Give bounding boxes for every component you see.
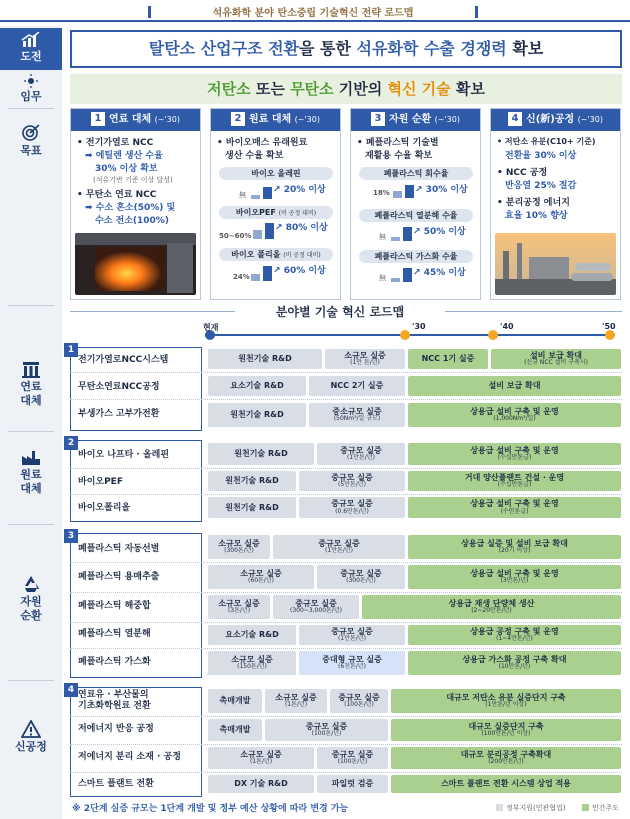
chart-up-icon <box>21 32 41 48</box>
sidebar-area-recycle <box>0 575 62 623</box>
goal-line: 30% 이상 확보 <box>95 164 158 174</box>
row-separator <box>70 468 622 469</box>
goal-line: • 무탄소 연료 NCC <box>77 190 157 200</box>
metric-bar-to <box>263 266 272 281</box>
roadmap-cell-gov: 중규모 실증 (100톤/년) <box>265 719 388 741</box>
roadmap-cell-private: 대규모 실증단지 구축 (100만톤/년 이상) <box>391 719 621 741</box>
goal-line: 수소 전소(100%) <box>95 216 169 226</box>
roadmap-row-label: 바이오폴리올 <box>78 503 131 513</box>
roadmap-cell-gov: 원천기술 R&D <box>208 443 314 465</box>
goal-header <box>491 109 620 131</box>
group-number: 1 <box>64 343 78 357</box>
roadmap-row-label: 폐플라스틱 열분해 <box>78 629 151 639</box>
roadmap-row-label: 무탄소연료NCC공정 <box>78 382 160 392</box>
row-separator <box>70 744 622 745</box>
roadmap-cell-gov: DX 기술 R&D <box>208 775 314 793</box>
mission-text: 확보 <box>450 80 485 98</box>
roadmap-cell-gov: 원천기술 R&D <box>208 349 322 369</box>
goal-line: • 폐플라스틱 기술별 <box>357 138 439 148</box>
metric-bar-from <box>391 237 400 241</box>
roadmap-cell-gov: 촉매개발 <box>208 689 262 713</box>
timeline-marker <box>400 330 410 340</box>
row-separator <box>70 399 622 400</box>
metric-bar-from <box>251 274 260 281</box>
sidebar-challenge <box>0 28 62 70</box>
goal-period: (~'30) <box>577 115 603 124</box>
roadmap-cell-gov: 원천기술 R&D <box>208 471 296 491</box>
roadmap-cell-gov: 중규모 실증 (1만톤/년) <box>273 535 405 559</box>
timeline-label: 현재 <box>203 323 219 332</box>
timeline-marker <box>605 330 615 340</box>
sidebar-divider <box>8 680 54 681</box>
goal-line: • NCC 공정 <box>497 168 548 178</box>
sidebar-goal-label: 목표 <box>20 144 42 157</box>
goal-number: 2 <box>231 112 245 126</box>
goal-number: 4 <box>508 112 522 126</box>
mission-keyword-highlight: 혁신 기술 <box>387 80 451 98</box>
vision-highlight-2: 석유화학 수출 경쟁력 <box>356 39 507 58</box>
metric-from: 50~60% <box>219 232 252 240</box>
roadmap-cell-private: 상용급 설비 구축 및 운영 (1,000Nm³/일) <box>408 403 621 427</box>
row-separator <box>70 772 622 773</box>
goal-title: 자원 순환 <box>389 114 432 125</box>
roadmap-cell-private: 상용급 설비 구축 및 운영 (수만톤급) <box>408 497 621 518</box>
timeline-label: '30 <box>412 322 426 331</box>
metric-bar-to <box>265 223 274 239</box>
sidebar-area-label: 자원 순환 <box>20 595 42 622</box>
target-icon <box>21 124 41 142</box>
goal-metric-label: 바이오PEF (비 공정 대비) <box>219 206 333 219</box>
roadmap-cell-private: 설비 보급 확대 (신규 NCC 설비 구축시) <box>491 349 621 369</box>
roadmap-row-label: 스마트 플랜트 전환 <box>78 779 154 789</box>
sidebar-area-newprocess <box>0 720 62 754</box>
vision-text: 을 통한 <box>299 39 357 58</box>
roadmap-cell-private: NCC 1기 실증 <box>408 349 488 369</box>
sidebar-area-feedstock <box>0 448 62 496</box>
metric-from: 24% <box>233 273 250 281</box>
goal-line: 반응열 25% 절감 <box>505 181 577 191</box>
roadmap-row-label: 폐플라스틱 자동선별 <box>78 544 160 554</box>
metric-from: 無 <box>379 274 386 282</box>
metric-to: ↗ 60% 이상 <box>273 266 326 276</box>
goal-line: • 전기가열로 NCC <box>77 138 154 148</box>
sidebar-divider <box>8 524 54 525</box>
sidebar-mission-label: 임무 <box>20 90 42 103</box>
metric-to: ↗ 20% 이상 <box>273 185 326 195</box>
roadmap-cell-gov: 원천기술 R&D <box>208 497 296 518</box>
roadmap-cell-private: 상용급 재생 단량체 생산 (2~20만톤/년) <box>362 595 621 619</box>
recycle-icon <box>21 575 41 593</box>
roadmap-cell-private: 상용급 실증 및 설비 보급 확대 (20기 이상) <box>408 535 621 559</box>
mission-banner <box>70 74 622 104</box>
plant-icon <box>21 448 41 466</box>
sidebar-area-label: 원료 대체 <box>20 468 42 495</box>
roadmap-cell-gov: NCC 2기 실증 <box>309 376 405 396</box>
document-title: 석유화학 분야 탄소중립 기술혁신 전략 로드맵 <box>138 4 488 20</box>
goal-card-fuel <box>70 108 201 300</box>
goal-period: (~'30) <box>154 115 180 124</box>
goal-card-feedstock <box>210 108 341 300</box>
sidebar-area-label: 신공정 <box>15 740 47 753</box>
roadmap-cell-gov: 중규모 실증 (100톤/년) <box>330 689 388 713</box>
title-divider <box>0 20 630 22</box>
goal-header <box>351 109 480 131</box>
goal-header <box>71 109 200 131</box>
roadmap-cell-private: 설비 보급 확대 <box>408 376 621 396</box>
roadmap-row-label: 폐플라스틱 용매추출 <box>78 572 160 582</box>
sidebar-area-fuel <box>0 360 62 408</box>
goal-number: 3 <box>371 112 385 126</box>
goal-metric-label: 폐플라스틱 회수율 <box>359 167 473 180</box>
timeline-axis <box>205 334 615 336</box>
goal-number: 1 <box>91 112 105 126</box>
roadmap-cell-gov: 소규모 실증 (1톤/년) <box>265 689 327 713</box>
goal-title: 연료 대체 <box>109 114 152 125</box>
roadmap-cell-gov: 중규모 실증 (0.6만톤/년) <box>299 497 405 518</box>
roadmap-row-label: 전기가열로NCC시스템 <box>78 355 169 365</box>
sun-icon <box>23 74 39 88</box>
roadmap-cell-private: 스마트 플랜트 전환 시스템 상업 적용 <box>391 775 621 793</box>
metric-bar-to <box>403 227 412 241</box>
furnace-photo <box>75 233 196 295</box>
roadmap-cell-gov: 파일럿 검증 <box>317 775 388 793</box>
row-separator <box>70 592 622 593</box>
goal-period: (~'30) <box>294 115 320 124</box>
metric-to: ↗ 80% 이상 <box>275 223 328 233</box>
metric-to: ↗ 30% 이상 <box>415 185 468 195</box>
footnote: ※ 2단계 실증 규모는 1단계 개발 및 정부 예산 상황에 따라 변경 가능 <box>72 804 349 814</box>
legend-private: 민간주도 <box>592 804 620 812</box>
timeline-label: '40 <box>500 322 514 331</box>
row-separator <box>70 716 622 717</box>
vision-banner <box>70 30 622 68</box>
row-separator <box>70 372 622 373</box>
sidebar-divider <box>8 431 54 432</box>
group-number: 4 <box>64 683 78 697</box>
goal-line: • 바이오매스 유래원료 <box>217 138 308 148</box>
roadmap-cell-private: 상용급 가스화 공정 구축 확대 (10만톤/년) <box>408 651 621 675</box>
factory-icon <box>21 360 41 378</box>
legend-swatch-private <box>582 804 589 811</box>
metric-from: 無 <box>239 191 246 199</box>
roadmap-cell-gov: 원천기술 R&D <box>208 403 306 427</box>
roadmap-cell-gov: 중규모 실증 (100톤/년) <box>317 747 388 769</box>
goal-line: 전환율 30% 이상 <box>505 151 577 161</box>
goal-title: 원료 대체 <box>249 114 292 125</box>
metric-from: 無 <box>379 233 386 241</box>
roadmap-cell-gov: 소규모 실증 (1만 톤/년) <box>325 349 405 369</box>
goal-line: 효율 10% 향상 <box>505 211 568 221</box>
goal-metric-label: 폐플라스틱 열분해 수율 <box>359 209 473 222</box>
metric-bar-to <box>263 187 272 199</box>
roadmap-cell-private: 상용급 공정 구축 및 운영 (1~4만톤/년) <box>408 625 621 645</box>
metric-to: ↗ 45% 이상 <box>413 268 466 278</box>
goal-title: 신(新)공정 <box>526 114 575 125</box>
goal-card-recycling <box>350 108 481 300</box>
roadmap-row-label: 저에너지 분리 소재 · 공정 <box>78 752 181 762</box>
row-separator <box>70 494 622 495</box>
timeline-label: '50 <box>602 322 616 331</box>
goal-line: ➡ 에틸렌 생산 수율 <box>85 151 163 161</box>
vision-text: 확보 <box>506 39 544 58</box>
roadmap-row-label: 바이오PEF <box>78 477 123 487</box>
metric-bar-from <box>253 230 262 239</box>
goal-line: 생산 수율 확보 <box>225 151 284 161</box>
roadmap-row-label: 바이오 나프타 · 올레핀 <box>78 450 170 460</box>
legend-swatch-gov <box>496 804 503 811</box>
goal-note: (석유기반 기준 이상 달성) <box>93 176 173 184</box>
roadmap-row-label: 부생가스 고부가전환 <box>78 409 160 419</box>
roadmap-cell-private: 대규모 분리공정 구축확대 (200만톤/년) <box>391 747 621 769</box>
metric-bar-from <box>393 191 402 198</box>
goal-line: 재활용 수율 확보 <box>365 151 433 161</box>
goal-period: (~'30) <box>434 115 460 124</box>
metric-bar-from <box>251 195 260 199</box>
roadmap-cell-gov: 중규모 실증 (300톤/년) <box>317 565 405 589</box>
roadmap-row-label: 폐플라스틱 가스화 <box>78 657 151 667</box>
roadmap-cell-gov: 소규모 실증 (60톤/년) <box>208 565 314 589</box>
mission-text: 또는 <box>250 80 291 98</box>
sidebar-challenge-label: 도전 <box>20 50 42 63</box>
roadmap-row-label: 연료유 · 부산물의 기초화학원료 전환 <box>78 690 151 711</box>
roadmap-cell-gov: 요소기술 R&D <box>208 376 306 396</box>
roadmap-cell-gov: 중대형 규모 실증 (6천톤/년) <box>299 651 405 675</box>
roadmap-row-label: 폐플라스틱 해중합 <box>78 601 151 611</box>
roadmap-cell-gov: 중규모 실증 (1만톤/년) <box>299 625 405 645</box>
goal-metric-label: 바이오 올레핀 <box>219 167 333 180</box>
row-separator <box>70 562 622 563</box>
sidebar-goal <box>0 124 62 158</box>
roadmap-cell-private: 대규모 저탄소 유분 실증단지 구축 (1만톤/년 이상) <box>391 689 621 713</box>
legend-gov: 정부지원(민관협업) <box>506 804 566 812</box>
row-separator <box>70 648 622 649</box>
roadmap-cell-private: 상용급 설비 구축 및 운영 (3만톤/년) <box>408 565 621 589</box>
roadmap-cell-gov: 중규모 실증 (1만톤/년) <box>317 443 405 465</box>
roadmap-cell-private: 상용급 설비 구축 및 운영 (수십만톤급) <box>408 443 621 465</box>
metric-to: ↗ 50% 이상 <box>413 227 466 237</box>
sidebar-divider <box>8 305 54 306</box>
mission-keyword: 저탄소 <box>207 80 251 98</box>
goal-line: • 저탄소 유분(C10+ 기준) <box>497 137 596 146</box>
mission-text: 기반의 <box>333 80 388 98</box>
warning-triangle-icon <box>21 720 41 738</box>
sidebar-divider <box>8 108 54 109</box>
group-number: 3 <box>64 529 78 543</box>
goal-line: ➡ 수소 혼소(50%) 및 <box>85 203 176 213</box>
roadmap-row-label: 저에너지 반응 공정 <box>78 724 154 734</box>
metric-from: 18% <box>373 189 390 197</box>
roadmap-cell-gov: 소규모 실증 (3톤/년) <box>208 595 270 619</box>
roadmap-cell-gov: 요소기술 R&D <box>208 625 296 645</box>
sidebar-mission <box>0 74 62 104</box>
roadmap-cell-gov: 촉매개발 <box>208 719 262 741</box>
roadmap-cell-gov: 소규모 실증 (300톤/년) <box>208 535 270 559</box>
roadmap-cell-gov: 소규모 실증 (1톤/년) <box>208 747 314 769</box>
metric-bar-to <box>405 185 414 198</box>
roadmap-cell-gov: 중규모 실증 (300~3,000톤/년) <box>273 595 359 619</box>
goal-line: • 분리공정 에너지 <box>497 198 570 208</box>
metric-bar-to <box>403 268 412 282</box>
row-separator <box>70 622 622 623</box>
goal-header <box>211 109 340 131</box>
timeline-marker <box>488 330 498 340</box>
vision-highlight-1: 탈탄소 산업구조 전환 <box>148 39 299 58</box>
roadmap-cell-gov: 소규모 실증 (150톤/년) <box>208 651 296 675</box>
mission-keyword: 무탄소 <box>290 80 334 98</box>
refinery-photo <box>495 233 616 295</box>
sidebar-area-label: 연료 대체 <box>20 380 42 407</box>
goal-card-newprocess <box>490 108 621 300</box>
goal-metric-label: 폐플라스틱 가스화 수율 <box>359 250 473 263</box>
roadmap-title: 분야별 기술 혁신 로드맵 <box>235 303 445 319</box>
roadmap-cell-private: 거대 양산플랜트 건설 · 운영 (수십만톤급) <box>408 471 621 491</box>
goal-metric-label: 바이오 폴리올 (비 공정 대비) <box>219 248 333 261</box>
metric-bar-from <box>391 278 400 282</box>
roadmap-cell-gov: 중규모 실증 (5만톤/년) <box>299 471 405 491</box>
group-number: 2 <box>64 436 78 450</box>
roadmap-cell-gov: 중소규모 실증 (50Nm³/일 규모) <box>309 403 405 427</box>
